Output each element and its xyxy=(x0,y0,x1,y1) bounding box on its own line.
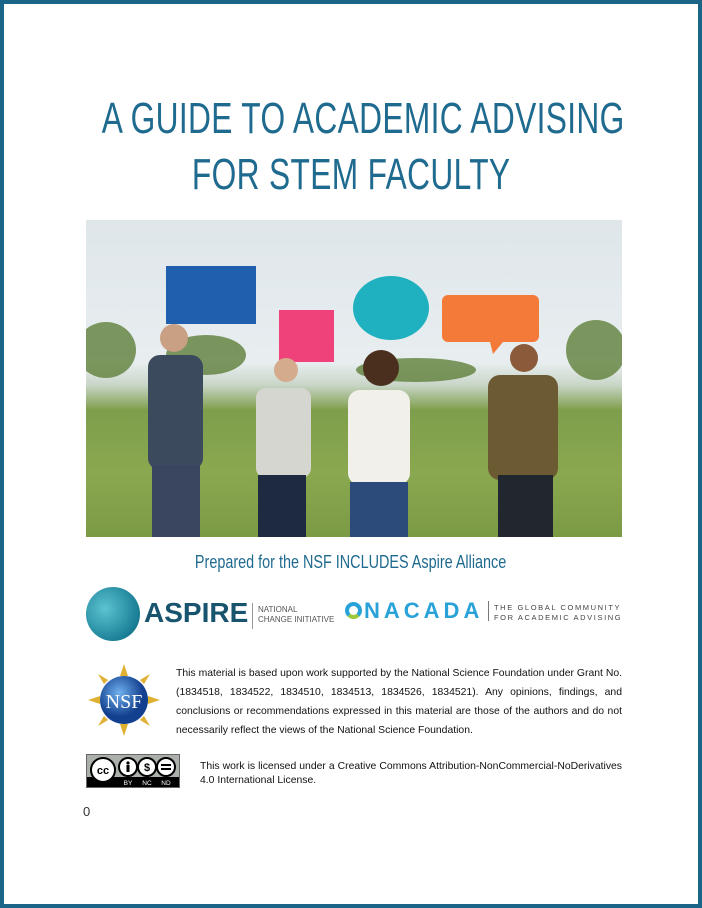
svg-text:$: $ xyxy=(143,762,151,774)
person-4 xyxy=(488,344,558,537)
noderivatives-icon xyxy=(157,758,175,776)
nacada-logo-icon xyxy=(345,602,362,619)
nsf-logo-text: NSF xyxy=(105,691,143,713)
nsf-disclaimer: This material is based upon work supported by the National Science Foundation under Grant No. (1834518, 1834522, 1834510, 1834513, 1834526, 1834521). Any opinions, findings, and conclusions or recommendations expressed in this material are those of the authors and do not necessarily reflect the views of the National Science Foundation. xyxy=(176,668,622,736)
cc-license-badge[interactable] xyxy=(86,754,180,788)
aspire-subtitle xyxy=(258,605,334,625)
person-2 xyxy=(256,358,311,537)
page-number: 0 xyxy=(83,804,91,819)
divider xyxy=(252,603,253,629)
license-text: This work is licensed under a Creative Commons Attribution-NonCommercial-NoDerivatives 4.0 International License. xyxy=(200,761,622,786)
aspire-subtitle-line1: NATIONAL xyxy=(258,605,298,614)
cc-by-label: BY xyxy=(123,780,133,787)
nacada-logo-text: NACADA xyxy=(364,598,484,623)
cc-nd-label: ND xyxy=(161,780,171,787)
nacada-subtitle xyxy=(494,603,622,623)
aspire-logo-icon xyxy=(86,587,140,641)
speech-bubble-pink xyxy=(279,310,334,362)
svg-text:cc: cc xyxy=(96,765,110,777)
aspire-logo-text: ASPIRE xyxy=(144,597,249,628)
cover-photo xyxy=(86,220,622,537)
person-1 xyxy=(148,324,203,537)
aspire-subtitle-line2: CHANGE INITIATIVE xyxy=(258,615,335,624)
cc-nc-label: NC xyxy=(142,780,152,787)
speech-bubble-teal xyxy=(353,276,429,340)
partner-logos xyxy=(86,585,626,645)
prepared-for: Prepared for the NSF INCLUDES Aspire Alliance xyxy=(195,552,507,572)
nsf-logo-icon xyxy=(88,664,160,736)
title-line-1: A GUIDE TO ACADEMIC ADVISING xyxy=(101,94,625,143)
divider xyxy=(488,601,489,621)
title-line-2: FOR STEM FACULTY xyxy=(191,150,511,199)
nacada-subtitle-line2: FOR ACADEMIC ADVISING xyxy=(494,613,623,622)
speech-bubble-blue xyxy=(166,266,256,324)
nacada-subtitle-line1: THE GLOBAL COMMUNITY xyxy=(494,603,622,612)
